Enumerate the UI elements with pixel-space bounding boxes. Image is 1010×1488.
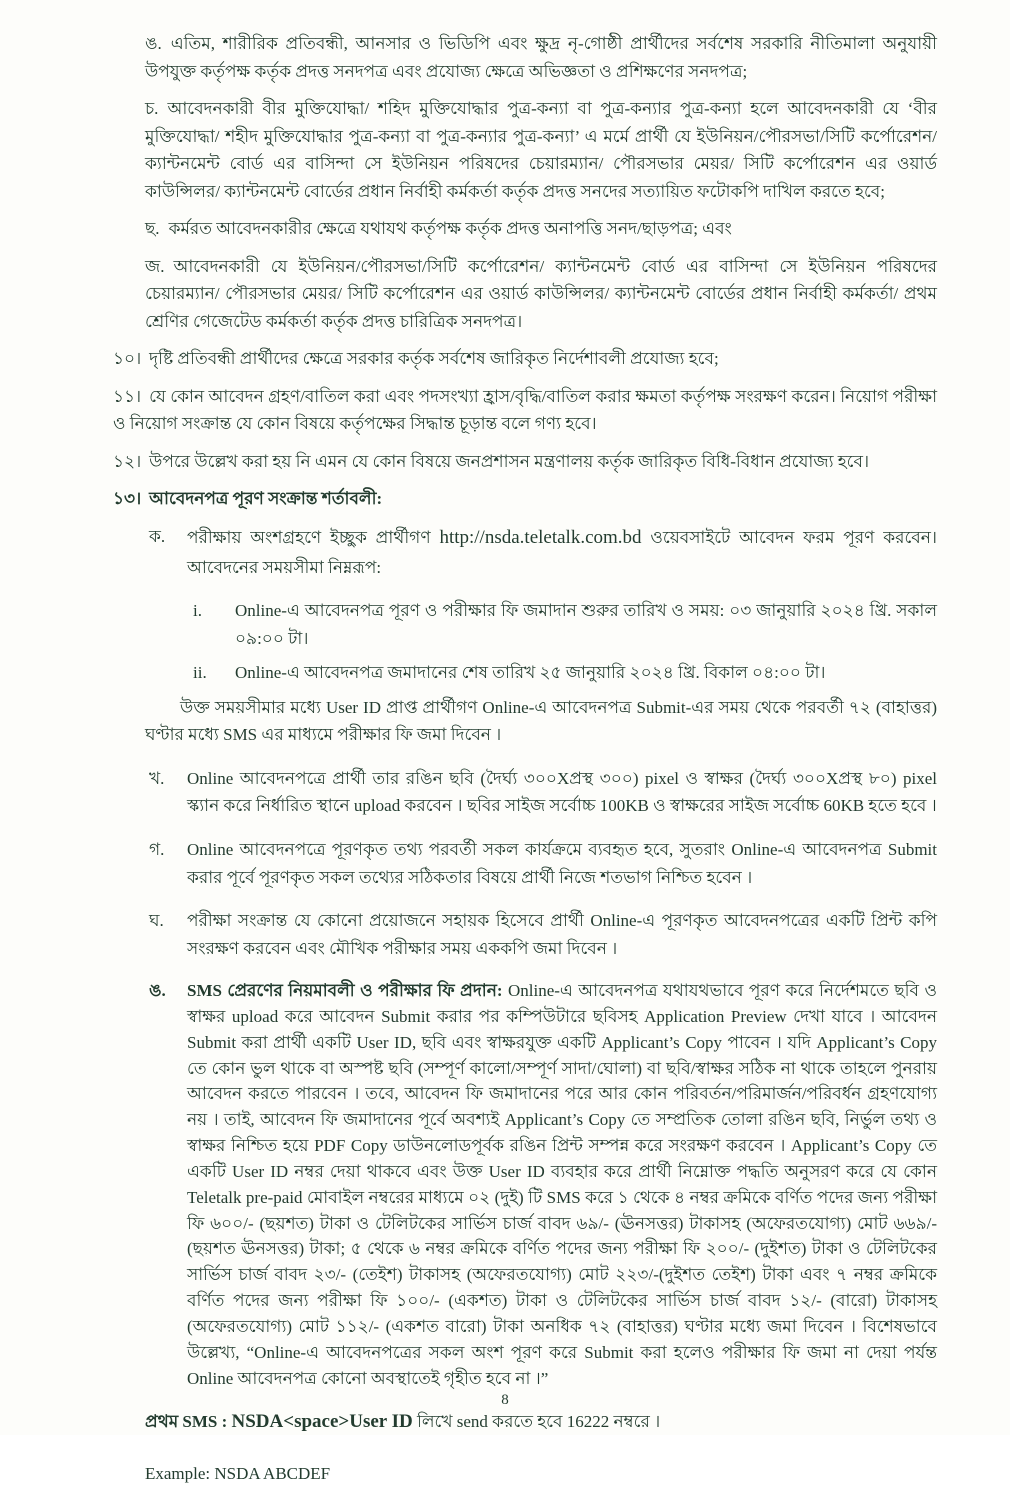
item-marker: ১১। xyxy=(113,386,142,406)
item-marker: গ. xyxy=(149,839,165,859)
item-marker: জ. xyxy=(145,256,165,276)
item-text: উপরে উল্লেখ করা হয় নি এমন যে কোন বিষয়ে জনপ্রশাসন মন্ত্রণালয় কর্তৃক জারিকৃত বিধি-বিধান প্রযোজ্য হবে। xyxy=(149,451,870,471)
item-text xyxy=(187,523,937,581)
roman-item-ii xyxy=(193,659,937,687)
website-url: http://nsda.teletalk.com.bd xyxy=(439,526,642,548)
item-text: Online আবেদনপত্রে পূরণকৃত তথ্য পরবর্তী সকল কার্যক্রমে ব্যবহৃত হবে, সুতরাং Online-এ আবেদনপত্র Submit করার পূর্বে পূরণকৃত সকল তথ্যের সঠিকতার বিষয়ে প্রার্থী নিজে শতভাগ নিশ্চিত হবেন । xyxy=(187,839,937,887)
item-marker: ১৩। xyxy=(113,489,142,509)
list-item-freedom-fighter xyxy=(145,95,937,205)
item-text-post: ওয়েবসাইটে আবেদন ফরম পূরণ করবেন। আবেদনের সময়সীমা নিম্নরূপ: xyxy=(187,527,937,577)
item-marker: ১০। xyxy=(113,349,142,369)
list-item-noc xyxy=(145,215,937,243)
sub-item-gha xyxy=(149,907,937,962)
numbered-item-10 xyxy=(113,345,937,373)
sub-item-kha xyxy=(149,765,937,820)
item-marker: ঙ. xyxy=(145,34,162,53)
item-text: Online আবেদনপত্রে প্রার্থী তার রঙিন ছবি (দৈর্ঘ্য ৩০০Xপ্রস্থ ৩০০) pixel ও স্বাক্ষর (দৈর্ঘ্য ৩০০Xপ্রস্থ ৮০) pixel স্ক্যান করে নির্ধারিত স্থানে upload করবেন । ছবির সাইজ সর্বোচ্চ 100KB ও স্বাক্ষরের সাইজ সর্বোচ্চ 60KB হতে হবে । xyxy=(187,768,937,816)
item-text: এতিম, শারীরিক প্রতিবন্ধী, আনসার ও ভিডিপি এবং ক্ষুদ্র নৃ-গোষ্ঠী প্রার্থীদের সর্বশেষ সরকারি নীতিমালা অনুযায়ী উপযুক্ত কর্তৃপক্ষ কর্তৃক প্রদত্ত সনদপত্র এবং প্রযোজ্য ক্ষেত্রে অভিজ্ঞতা ও প্রশিক্ষণের সনদপত্র; xyxy=(145,34,937,81)
sub-item-ka xyxy=(149,523,937,581)
item-text: Online-এ আবেদনপত্র জমাদানের শেষ তারিখ ২৫ জানুয়ারি ২০২৪ খ্রি. বিকাল ০৪:০০ টা। xyxy=(235,663,826,683)
item-text-pre: পরীক্ষায় অংশগ্রহণে ইচ্ছুক প্রার্থীগণ xyxy=(187,527,440,547)
item-marker: ঘ. xyxy=(149,911,164,931)
item-text: যে কোন আবেদন গ্রহণ/বাতিল করা এবং পদসংখ্যা হ্রাস/বৃদ্ধি/বাতিল করার ক্ষমতা কর্তৃপক্ষ সংরক্ষণ করেন। নিয়োগ পরীক্ষা ও নিয়োগ সংক্রান্ত যে কোন বিষয়ে কর্তৃপক্ষের সিদ্ধান্ত চূড়ান্ত বলে গণ্য হবে। xyxy=(113,386,937,434)
numbered-item-11 xyxy=(113,383,937,438)
item-marker: ১২। xyxy=(113,451,142,471)
first-sms-instruction xyxy=(145,1407,937,1438)
item-marker: i. xyxy=(193,601,202,621)
item-marker: ii. xyxy=(193,663,207,683)
list-item-certificates xyxy=(145,30,937,85)
sms-code: NSDA<space>User ID xyxy=(231,1411,413,1433)
item-body: Online-এ আবেদনপত্র যথাযথভাবে পূরণ করে নির্দেশমতে ছবি ও স্বাক্ষর upload করে আবেদন Submit করার পর কম্পিউটারে ছবিসহ Application Preview দেখা যাবে । আবেদন Submit করা প্রার্থী একটি User ID, ছবি এবং স্বাক্ষরযুক্ত একটি Applicant’s Copy পাবেন । যদি Applicant’s Copy তে কোন ভুল থাকে বা অস্পষ্ট ছবি (সম্পূর্ণ কালো/সম্পূর্ণ সাদা/ঘোলা) বা ছবি/স্বাক্ষর সঠিক না থাকে তাহলে পুনরায় আবেদন করতে পারবেন । তবে, আবেদন ফি জমাদানের পরে আর কোন পরিবর্তন/পরিমার্জন/পরিবর্ধন গ্রহণযোগ্য নয় । তাই, আবেদন ফি জমাদানের পূর্বে অবশ্যই Applicant’s Copy তে সম্প্রতিক তোলা রঙিন ছবি, নির্ভুল তথ্য ও স্বাক্ষর নিশ্চিত হয়ে PDF Copy ডাউনলোডপূর্বক রঙিন প্রিন্ট সম্পন্ন করে সংরক্ষণ করবেন । Applicant’s Copy তে একটি User ID নম্বর দেয়া থাকবে এবং উক্ত User ID ব্যবহার করে প্রার্থী নিম্নোক্ত পদ্ধতি অনুসরণ করে যে কোন Teletalk pre-paid মোবাইল নম্বরের মাধ্যমে ০২ (দুই) টি SMS করে ১ থেকে ৪ নম্বর ক্রমিকে বর্ণিত পদের জন্য পরীক্ষা ফি ৬০০/- (ছয়শত) টাকা ও টেলিটকের সার্ভিস চার্জ বাবদ ৬৯/- (ঊনসত্তর) টাকাসহ (অফেরতযোগ্য) মোট ৬৬৯/- (ছয়শত ঊনসত্তর) টাকা; ৫ থেকে ৬ নম্বর ক্রমিকে বর্ণিত পদের জন্য পরীক্ষা ফি ২০০/- (দুইশত) টাকা ও টেলিটকের সার্ভিস চার্জ বাবদ ২৩/- (তেইশ) টাকাসহ (অফেরতযোগ্য) মোট ২২৩/-(দুইশত তেইশ) টাকা এবং ৭ নম্বর ক্রমিকে বর্ণিত পদের জন্য পরীক্ষা ফি ১০০/- (একশত) টাকা ও টেলিটকের সার্ভিস চার্জ বাবদ ১২/- (বারো) টাকাসহ (অফেরতযোগ্য) মোট ১১২/- (একশত বারো) টাকা অনধিক ৭২ (বাহাত্তর) ঘণ্টার মধ্যে জমা দিবেন । বিশেষভাবে উল্লেখ্য, “Online-এ আবেদনপত্রের সকল অংশ পূরণ করে Submit করা হলেও পরীক্ষার ফি জমা না দেয়া পর্যন্ত Online আবেদনপত্র কোনো অবস্থাতেই গৃহীত হবে না ।” xyxy=(187,981,937,1388)
sub-item-ka-note: উক্ত সময়সীমার মধ্যে User ID প্রাপ্ত প্রার্থীগণ Online-এ আবেদনপত্র Submit-এর সময় থেকে পরবর্তী ৭২ (বাহাত্তর) ঘণ্টার মধ্যে SMS এর মাধ্যমে পরীক্ষার ফি জমা দিবেন । xyxy=(145,697,937,745)
numbered-item-13-heading xyxy=(113,485,937,513)
page-number: 8 xyxy=(501,1392,509,1408)
numbered-item-12 xyxy=(113,448,937,476)
item-text: দৃষ্টি প্রতিবন্ধী প্রার্থীদের ক্ষেত্রে সরকার কর্তৃক সর্বশেষ জারিকৃত নির্দেশাবলী প্রযোজ্য হবে; xyxy=(149,349,719,369)
item-text: আবেদনকারী বীর মুক্তিযোদ্ধা/ শহিদ মুক্তিযোদ্ধার পুত্র-কন্যা বা পুত্র-কন্যার পুত্র-কন্যা হলে আবেদনকারী যে ‘বীর মুক্তিযোদ্ধা/ শহীদ মুক্তিযোদ্ধার পুত্র-কন্যা বা পুত্র-কন্যার পুত্র-কন্যা’ এ মর্মে প্রার্থী যে ইউনিয়ন/পৌরসভা/সিটি কর্পোরেশন/ ক্যান্টনমেন্ট বোর্ড এর বাসিন্দা সে ইউনিয়ন পরিষদের চেয়ারম্যান/ পৌরসভার মেয়র/ সিটি কর্পোরেশন এর ওয়ার্ড কাউন্সিলর/ ক্যান্টনমেন্ট বোর্ডের প্রধান নির্বাহী কর্মকর্তা কর্তৃক প্রদত্ত সনদের সত্যায়িত ফটোকপি দাখিল করতে হবে; xyxy=(145,99,937,201)
item-marker: ছ. xyxy=(145,219,160,239)
item-marker: খ. xyxy=(149,768,165,788)
item-text: পরীক্ষা সংক্রান্ত যে কোনো প্রয়োজনে সহায়ক হিসেবে প্রার্থী Online-এ পূরণকৃত আবেদনপত্রের একটি প্রিন্ট কপি সংরক্ষণ করবেন এবং মৌখিক পরীক্ষার সময় এককপি জমা দিবেন । xyxy=(187,911,937,958)
sms-rest: লিখে send করতে হবে 16222 নম্বরে । xyxy=(412,1412,661,1432)
roman-item-i xyxy=(193,597,937,652)
sub-item-umo-sms-rules xyxy=(149,978,937,1391)
document-body xyxy=(113,30,937,1488)
item-text: আবেদনকারী যে ইউনিয়ন/পৌরসভা/সিটি কর্পোরেশন/ ক্যান্টনমেন্ট বোর্ড এর বাসিন্দা সে ইউনিয়ন পরিষদের চেয়ারম্যান/ পৌরসভার মেয়র/ সিটি কর্পোরেশন এর ওয়ার্ড কাউন্সিলর/ ক্যান্টনমেন্ট বোর্ডের প্রধান নির্বাহী কর্মকর্তা/ প্রথম শ্রেণির গেজেটেড কর্মকর্তা কর্তৃক প্রদত্ত চারিত্রিক সনদপত্র। xyxy=(145,256,937,331)
item-lead: SMS প্রেরণের নিয়মাবলী ও পরীক্ষার ফি প্রদান: xyxy=(187,981,503,1001)
item-marker: ঙ. xyxy=(149,981,166,1001)
sms-example: Example: NSDA ABCDEF xyxy=(145,1464,331,1484)
sms-lead: প্রথম SMS : xyxy=(145,1412,232,1432)
item-text xyxy=(187,978,937,1391)
item-text: Online-এ আবেদনপত্র পূরণ ও পরীক্ষার ফি জমাদান শুরুর তারিখ ও সময়: ০৩ জানুয়ারি ২০২৪ খ্রি. সকাল ০৯:০০ টা। xyxy=(235,601,937,648)
sub-item-ga xyxy=(149,836,937,891)
item-text: কর্মরত আবেদনকারীর ক্ষেত্রে যথাযথ কর্তৃপক্ষ কর্তৃক প্রদত্ত অনাপত্তি সনদ/ছাড়পত্র; এবং xyxy=(168,219,732,239)
item-marker: ক. xyxy=(149,526,166,546)
list-item-character-certificate xyxy=(145,253,937,336)
item-text: আবেদনপত্র পূরণ সংক্রান্ত শর্তাবলী: xyxy=(149,489,383,509)
item-marker: চ. xyxy=(145,99,159,119)
